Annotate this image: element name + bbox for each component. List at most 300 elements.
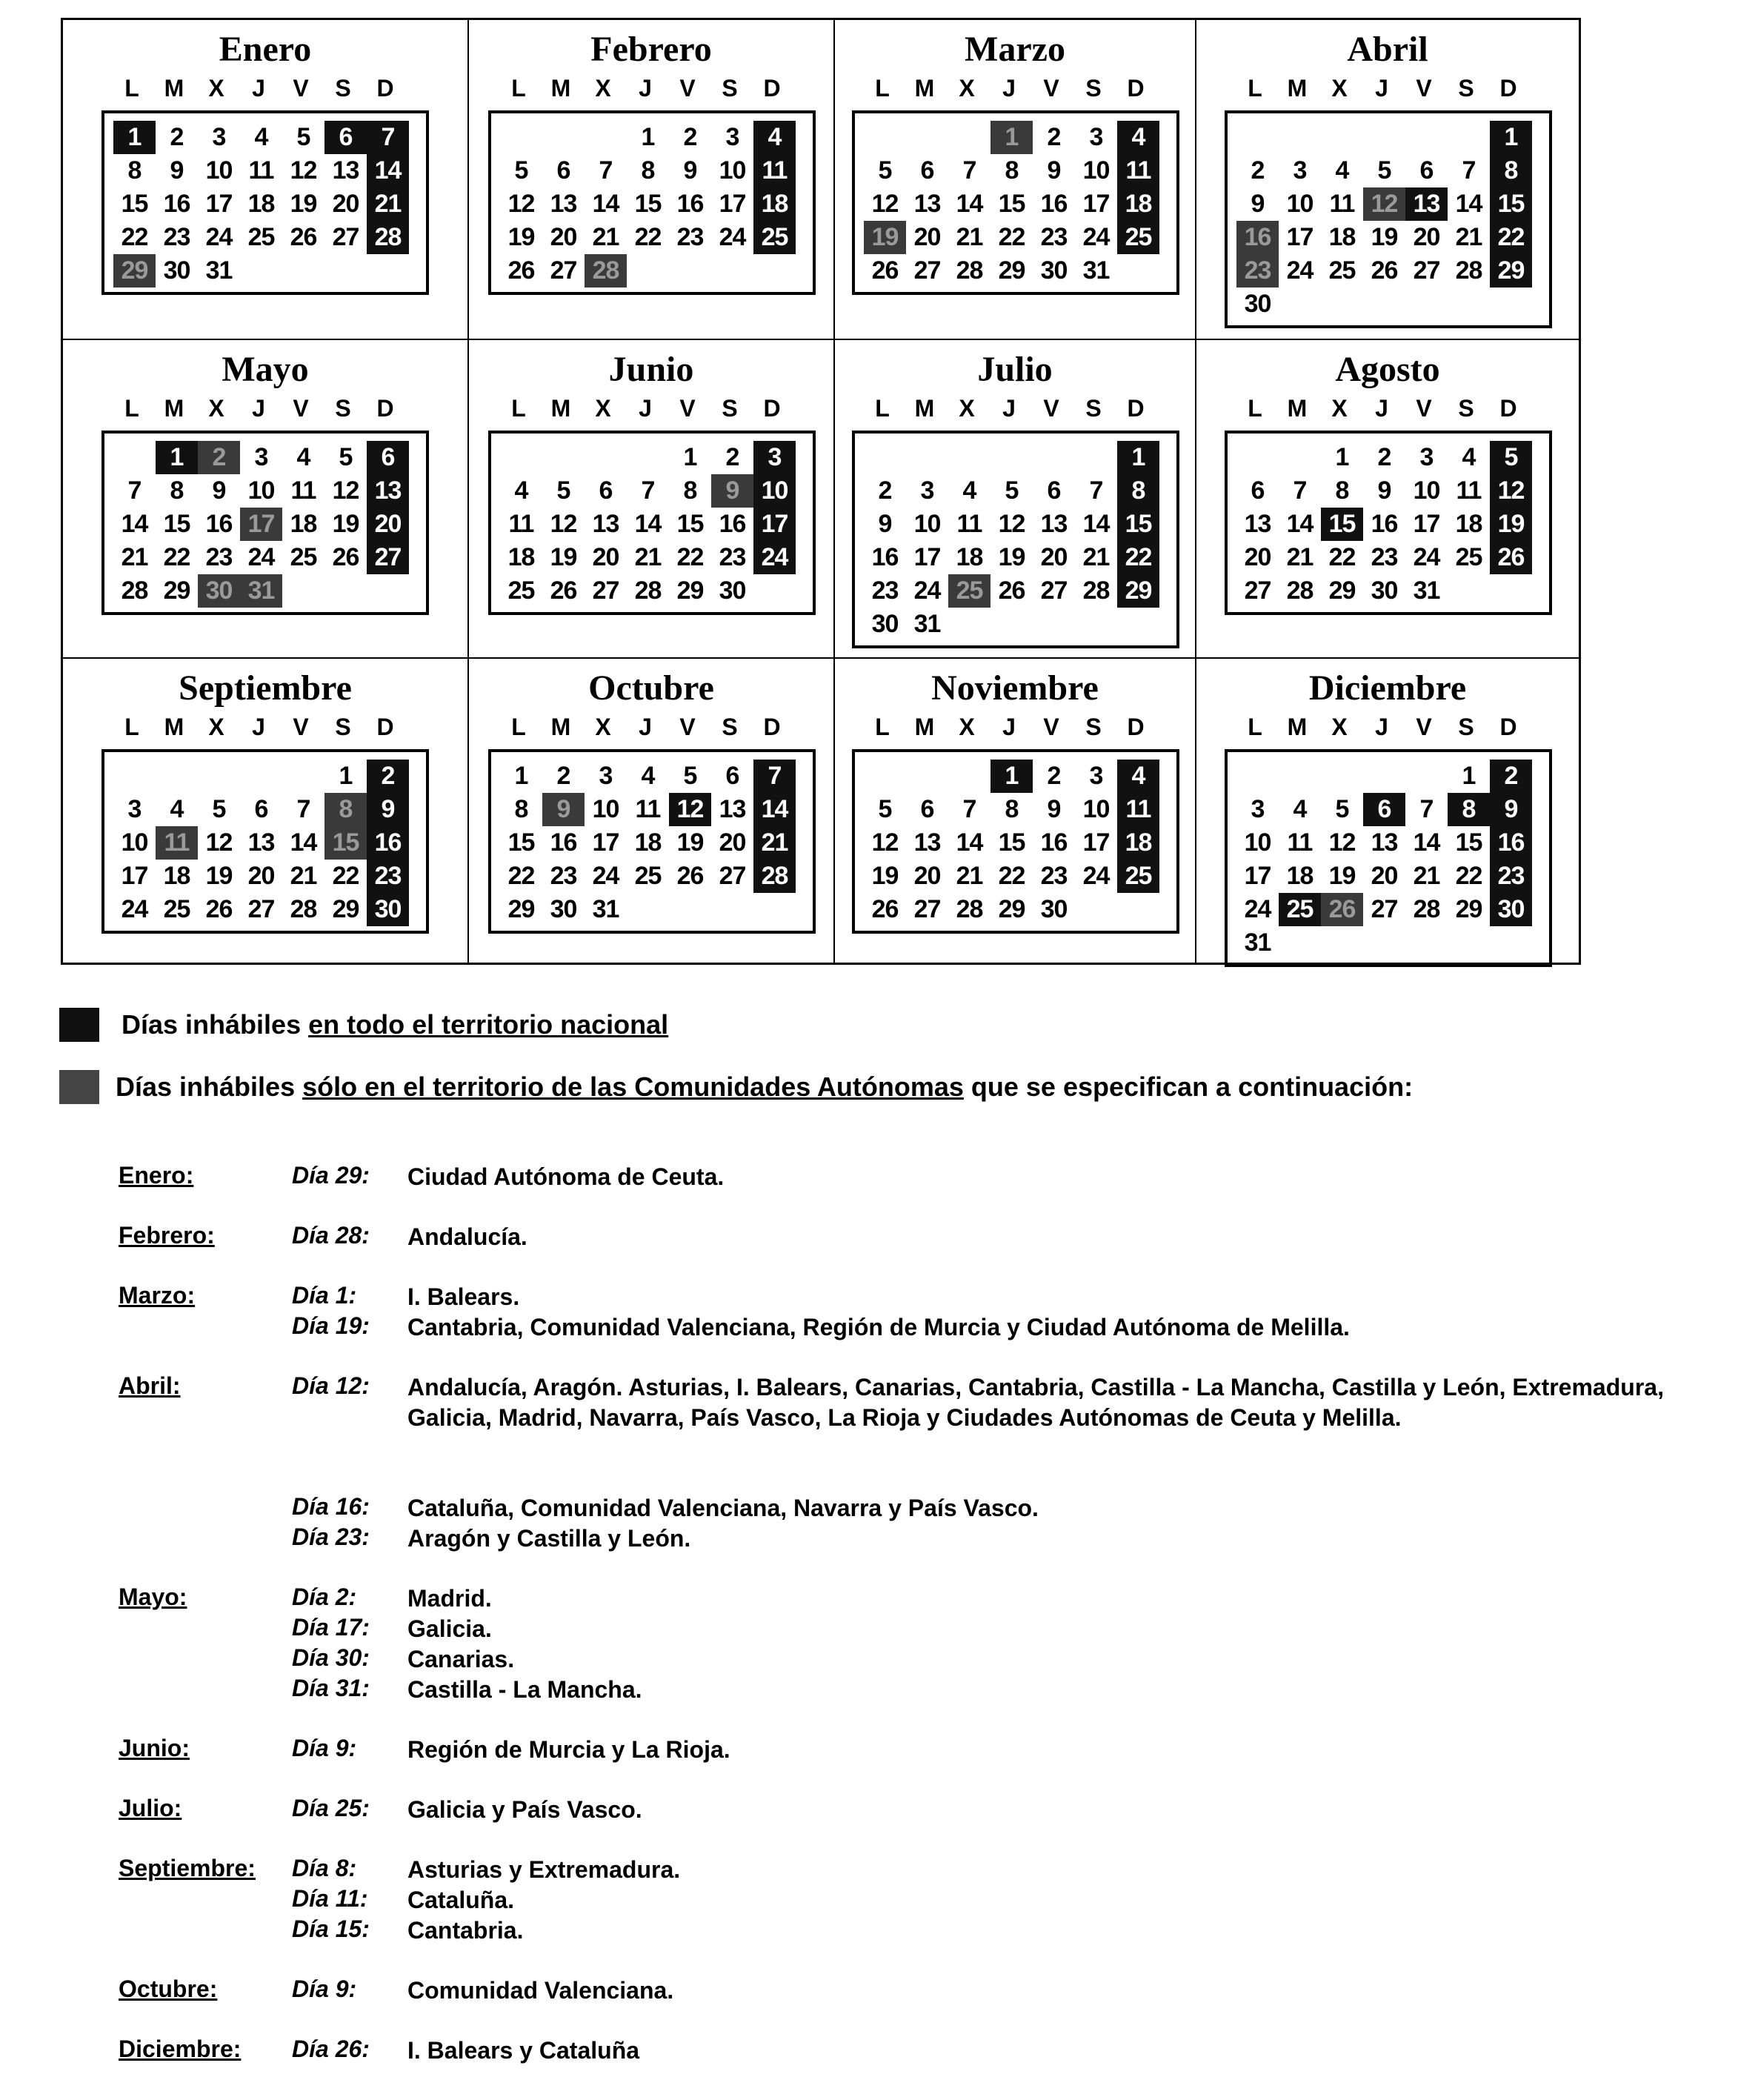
holiday-day: Día 31: — [292, 1675, 370, 1701]
holiday-day: Día 30: — [292, 1644, 370, 1671]
day-cell: 8 — [641, 156, 655, 185]
weekday-header — [1225, 395, 1552, 422]
day-cell: 18 — [1455, 510, 1482, 538]
day-cell: 6 — [367, 441, 409, 474]
day-cell: 14 — [634, 510, 662, 538]
day-cell: 9 — [212, 476, 226, 505]
day-cell: 17 — [1082, 828, 1110, 857]
day-cell: 11 — [1287, 828, 1313, 857]
day-cell: 14 — [290, 828, 317, 857]
day-cell: 30 — [871, 610, 899, 638]
weekday-header — [101, 395, 429, 422]
day-cell: 16 — [205, 510, 233, 538]
day-cell: 18 — [507, 543, 535, 571]
day-cell: 15 — [163, 510, 190, 538]
holiday-regions: Cataluña. — [407, 1887, 515, 1913]
day-cell: 3 — [254, 443, 268, 471]
day-cell: 10 — [1082, 795, 1110, 823]
day-cell: 31 — [240, 574, 282, 608]
weekday-label: M — [914, 75, 935, 102]
weekday-label: X — [1331, 75, 1348, 102]
day-cell: 17 — [121, 862, 148, 890]
day-cell: 12 — [998, 510, 1025, 538]
day-cell: 11 — [956, 510, 982, 538]
day-cell: 8 — [1448, 793, 1490, 826]
weekday-label: D — [1499, 75, 1517, 102]
day-cell: 18 — [163, 862, 190, 890]
weekday-label: S — [1458, 714, 1474, 740]
month-days-box — [1225, 749, 1552, 967]
day-cell: 15 — [676, 510, 704, 538]
day-cell: 29 — [1490, 254, 1532, 288]
day-cell: 1 — [683, 443, 697, 471]
day-cell: 3 — [127, 795, 141, 823]
day-cell: 28 — [753, 860, 796, 893]
day-cell: 11 — [290, 476, 316, 505]
day-cell: 22 — [163, 543, 190, 571]
weekday-label: D — [1127, 75, 1145, 102]
weekday-label: J — [1002, 75, 1016, 102]
day-cell: 10 — [1286, 190, 1314, 218]
day-cell: 22 — [998, 223, 1025, 251]
day-cell: 18 — [290, 510, 317, 538]
weekday-label: V — [1416, 75, 1432, 102]
weekday-header — [488, 395, 816, 422]
day-cell: 28 — [585, 254, 627, 288]
weekday-header — [852, 395, 1179, 422]
day-cell: 24 — [1244, 895, 1271, 923]
day-cell: 24 — [247, 543, 275, 571]
day-cell: 29 — [113, 254, 156, 288]
weekday-label: L — [875, 75, 890, 102]
weekday-label: M — [164, 714, 184, 740]
holiday-group — [119, 2036, 1711, 2066]
weekday-label: S — [1458, 75, 1474, 102]
weekday-header — [101, 714, 429, 740]
holiday-group — [119, 1372, 1711, 1554]
weekday-label: J — [639, 714, 652, 740]
day-cell: 15 — [1321, 508, 1363, 541]
holiday-entry — [119, 1312, 1711, 1343]
day-cell: 17 — [1286, 223, 1314, 251]
day-cell: 15 — [1490, 187, 1532, 221]
month-name: Febrero — [590, 30, 712, 69]
day-cell: 9 — [170, 156, 184, 185]
weekday-header — [488, 714, 816, 740]
month-enero — [63, 20, 467, 339]
day-cell: 23 — [1040, 223, 1068, 251]
day-cell: 24 — [592, 862, 619, 890]
day-cell: 20 — [913, 223, 941, 251]
day-cell: 14 — [1082, 510, 1110, 538]
day-cell: 8 — [324, 793, 367, 826]
day-cell: 18 — [753, 187, 796, 221]
day-cell: 10 — [1244, 828, 1271, 857]
holiday-day: Día 9: — [292, 1976, 357, 2002]
day-cell: 18 — [1286, 862, 1314, 890]
month-name: Mayo — [222, 350, 309, 389]
day-cell: 22 — [634, 223, 662, 251]
day-cell: 16 — [871, 543, 899, 571]
day-cell: 27 — [367, 541, 409, 574]
day-cell: 16 — [1040, 190, 1068, 218]
day-cell: 31 — [205, 256, 233, 285]
month-days-box — [488, 749, 816, 934]
day-cell: 8 — [127, 156, 141, 185]
day-cell: 30 — [198, 574, 240, 608]
weekday-label: X — [595, 714, 611, 740]
day-cell: 28 — [956, 256, 983, 285]
day-cell: 6 — [324, 121, 367, 154]
holiday-day: Día 29: — [292, 1162, 370, 1189]
day-cell: 9 — [1251, 190, 1265, 218]
holiday-entry — [119, 1282, 1711, 1312]
day-cell: 15 — [634, 190, 662, 218]
day-cell: 28 — [634, 576, 662, 605]
holiday-month: Junio: — [119, 1735, 190, 1761]
holiday-entry — [119, 1614, 1711, 1644]
weekday-header — [101, 75, 429, 102]
day-cell: 12 — [550, 510, 577, 538]
day-cell: 17 — [1413, 510, 1440, 538]
day-cell: 4 — [1117, 760, 1159, 793]
day-cell: 31 — [913, 610, 941, 638]
weekday-label: M — [550, 75, 571, 102]
weekday-label: L — [511, 714, 526, 740]
month-days-box — [488, 431, 816, 615]
day-cell: 17 — [592, 828, 619, 857]
day-cell: 7 — [1293, 476, 1307, 505]
holiday-entry — [119, 1915, 1711, 1946]
day-cell: 19 — [871, 862, 899, 890]
day-cell: 3 — [1089, 762, 1103, 790]
weekday-label: L — [1248, 395, 1262, 422]
day-cell: 28 — [1413, 895, 1440, 923]
weekday-label: J — [252, 75, 265, 102]
holiday-regions: Canarias. — [407, 1646, 515, 1672]
day-cell: 19 — [1371, 223, 1398, 251]
day-cell: 6 — [725, 762, 739, 790]
day-cell: 10 — [753, 474, 796, 508]
holiday-group — [119, 1735, 1711, 1765]
legend-national-text: Días inhábiles en todo el territorio nacional — [121, 1009, 669, 1040]
weekday-label: X — [595, 75, 611, 102]
day-cell: 29 — [1117, 574, 1159, 608]
day-cell: 27 — [1040, 576, 1068, 605]
month-octubre — [467, 657, 833, 963]
weekday-label: J — [639, 75, 652, 102]
holiday-day: Día 11: — [292, 1885, 368, 1912]
day-cell: 4 — [1335, 156, 1349, 185]
holiday-regions: Galicia y País Vasco. — [407, 1796, 642, 1823]
month-agosto — [1195, 339, 1579, 657]
day-cell: 22 — [676, 543, 704, 571]
day-cell: 24 — [205, 223, 233, 251]
regional-holiday-list — [119, 1162, 1711, 2096]
day-cell: 25 — [753, 221, 796, 254]
day-cell: 1 — [1490, 121, 1532, 154]
day-cell: 15 — [324, 826, 367, 860]
day-cell: 24 — [1082, 223, 1110, 251]
day-cell: 21 — [956, 862, 983, 890]
day-cell: 20 — [592, 543, 619, 571]
month-julio — [833, 339, 1195, 657]
day-cell: 14 — [956, 190, 983, 218]
day-cell: 5 — [878, 156, 892, 185]
weekday-label: L — [124, 395, 139, 422]
weekday-header — [488, 75, 816, 102]
day-cell: 14 — [1455, 190, 1482, 218]
day-cell: 22 — [1490, 221, 1532, 254]
day-cell: 5 — [1005, 476, 1019, 505]
holiday-day: Día 25: — [292, 1795, 370, 1821]
weekday-label: M — [164, 75, 184, 102]
day-cell: 23 — [1236, 254, 1279, 288]
month-name: Diciembre — [1308, 668, 1467, 708]
day-cell: 3 — [1251, 795, 1265, 823]
month-days-box — [488, 110, 816, 295]
national-swatch — [59, 1008, 99, 1042]
weekday-label: D — [376, 395, 394, 422]
month-days-box — [101, 431, 429, 615]
day-cell: 1 — [990, 121, 1033, 154]
day-cell: 24 — [1082, 862, 1110, 890]
day-cell: 5 — [296, 123, 310, 151]
holiday-group — [119, 1795, 1711, 1825]
day-cell: 3 — [212, 123, 226, 151]
weekday-label: J — [252, 395, 265, 422]
holiday-entry — [119, 1855, 1711, 1885]
weekday-label: S — [1085, 75, 1102, 102]
day-cell: 27 — [550, 256, 577, 285]
weekday-label: S — [722, 395, 738, 422]
day-cell: 25 — [1117, 860, 1159, 893]
weekday-label: V — [1043, 395, 1059, 422]
day-cell: 7 — [296, 795, 310, 823]
day-cell: 19 — [332, 510, 359, 538]
day-cell: 11 — [156, 826, 198, 860]
weekday-label: V — [679, 714, 696, 740]
holiday-entry — [119, 1675, 1711, 1705]
month-name: Septiembre — [179, 668, 352, 708]
day-cell: 11 — [1329, 190, 1355, 218]
day-cell: 26 — [1490, 541, 1532, 574]
weekday-label: L — [1248, 714, 1262, 740]
day-cell: 4 — [753, 121, 796, 154]
month-days-box — [1225, 110, 1552, 328]
weekday-label: J — [1002, 395, 1016, 422]
day-cell: 19 — [1328, 862, 1356, 890]
day-cell: 8 — [1005, 156, 1019, 185]
day-cell: 14 — [956, 828, 983, 857]
day-cell: 21 — [367, 187, 409, 221]
holiday-regions: I. Balears. — [407, 1283, 520, 1310]
day-cell: 3 — [599, 762, 613, 790]
holiday-month: Febrero: — [119, 1222, 215, 1249]
day-cell: 19 — [507, 223, 535, 251]
day-cell: 5 — [556, 476, 570, 505]
day-cell: 14 — [753, 793, 796, 826]
day-cell: 13 — [1040, 510, 1068, 538]
weekday-label: J — [1375, 714, 1388, 740]
day-cell: 9 — [711, 474, 753, 508]
day-cell: 16 — [163, 190, 190, 218]
day-cell: 13 — [719, 795, 746, 823]
month-name: Agosto — [1335, 350, 1440, 389]
day-cell: 21 — [753, 826, 796, 860]
holiday-entry — [119, 1372, 1711, 1463]
day-cell: 26 — [205, 895, 233, 923]
day-cell: 22 — [507, 862, 535, 890]
day-cell: 29 — [998, 256, 1025, 285]
weekday-label: D — [763, 75, 781, 102]
day-cell: 14 — [367, 154, 409, 187]
weekday-label: S — [1085, 714, 1102, 740]
day-cell: 6 — [1047, 476, 1061, 505]
day-cell: 7 — [641, 476, 655, 505]
day-cell: 19 — [550, 543, 577, 571]
day-cell: 6 — [1419, 156, 1434, 185]
day-cell: 26 — [676, 862, 704, 890]
day-cell: 1 — [156, 441, 198, 474]
weekday-label: V — [1416, 714, 1432, 740]
day-cell: 11 — [1117, 154, 1159, 187]
day-cell: 5 — [1335, 795, 1349, 823]
weekday-label: J — [1002, 714, 1016, 740]
day-cell: 29 — [1455, 895, 1482, 923]
weekday-label: S — [1085, 395, 1102, 422]
day-cell: 25 — [290, 543, 317, 571]
holiday-day: Día 8: — [292, 1855, 357, 1881]
day-cell: 16 — [719, 510, 746, 538]
day-cell: 9 — [1490, 793, 1532, 826]
month-diciembre — [1195, 657, 1579, 963]
weekday-label: D — [1127, 714, 1145, 740]
day-cell: 26 — [871, 895, 899, 923]
holiday-group — [119, 1162, 1711, 1192]
month-days-box — [852, 431, 1179, 648]
holiday-entry — [119, 1524, 1711, 1554]
day-cell: 24 — [1286, 256, 1314, 285]
weekday-label: J — [252, 714, 265, 740]
day-cell: 20 — [913, 862, 941, 890]
weekday-label: X — [959, 714, 975, 740]
holiday-regions: Andalucía, Aragón. Asturias, I. Balears, Canarias, Cantabria, Castilla - La Mancha, Castilla y León, Extremadura, Galicia, Madrid, Navarra, País Vasco, La Rioja y Ciudades Autónomas de Ceuta y Melilla. — [407, 1374, 1664, 1431]
day-cell: 29 — [163, 576, 190, 605]
day-cell: 2 — [556, 762, 570, 790]
day-cell: 16 — [367, 826, 409, 860]
day-cell: 2 — [198, 441, 240, 474]
holiday-group — [119, 1855, 1711, 1946]
day-cell: 15 — [998, 190, 1025, 218]
day-cell: 13 — [550, 190, 577, 218]
day-cell: 9 — [1047, 795, 1061, 823]
holiday-day: Día 23: — [292, 1524, 370, 1550]
month-name: Marzo — [965, 30, 1065, 69]
day-cell: 6 — [599, 476, 613, 505]
day-cell: 1 — [113, 121, 156, 154]
weekday-label: L — [875, 395, 890, 422]
day-cell: 30 — [1040, 256, 1068, 285]
day-cell: 6 — [1363, 793, 1405, 826]
day-cell: 29 — [507, 895, 535, 923]
day-cell: 13 — [247, 828, 275, 857]
holiday-day: Día 2: — [292, 1584, 357, 1610]
day-cell: 7 — [962, 156, 976, 185]
day-cell: 1 — [1462, 762, 1476, 790]
day-cell: 22 — [1117, 541, 1159, 574]
day-cell: 11 — [1117, 793, 1159, 826]
day-cell: 12 — [871, 828, 899, 857]
holiday-month: Mayo: — [119, 1584, 187, 1610]
day-cell: 6 — [1251, 476, 1265, 505]
day-cell: 4 — [641, 762, 655, 790]
month-abril — [1195, 20, 1579, 339]
weekday-label: D — [1499, 395, 1517, 422]
day-cell: 9 — [878, 510, 892, 538]
holiday-regions: Madrid. — [407, 1585, 492, 1612]
day-cell: 25 — [507, 576, 535, 605]
holiday-day: Día 16: — [292, 1493, 370, 1520]
day-cell: 24 — [121, 895, 148, 923]
day-cell: 23 — [676, 223, 704, 251]
day-cell: 20 — [332, 190, 359, 218]
day-cell: 14 — [1286, 510, 1314, 538]
holiday-month: Julio: — [119, 1795, 182, 1821]
day-cell: 5 — [683, 762, 697, 790]
weekday-label: M — [914, 714, 935, 740]
day-cell: 10 — [913, 510, 941, 538]
day-cell: 16 — [1490, 826, 1532, 860]
day-cell: 31 — [1082, 256, 1110, 285]
weekday-label: X — [959, 395, 975, 422]
day-cell: 22 — [998, 862, 1025, 890]
holiday-day: Día 15: — [292, 1915, 370, 1942]
day-cell: 9 — [1047, 156, 1061, 185]
weekday-label: V — [293, 714, 309, 740]
day-cell: 28 — [956, 895, 983, 923]
weekday-label: S — [722, 714, 738, 740]
weekday-label: D — [763, 714, 781, 740]
day-cell: 4 — [1117, 121, 1159, 154]
day-cell: 29 — [1328, 576, 1356, 605]
day-cell: 30 — [1371, 576, 1398, 605]
day-cell: 17 — [719, 190, 746, 218]
day-cell: 20 — [550, 223, 577, 251]
weekday-label: D — [1127, 395, 1145, 422]
day-cell: 27 — [1371, 895, 1398, 923]
holiday-regions: Comunidad Valenciana. — [407, 1977, 674, 2004]
weekday-header — [1225, 714, 1552, 740]
day-cell: 16 — [550, 828, 577, 857]
day-cell: 19 — [205, 862, 233, 890]
day-cell: 20 — [247, 862, 275, 890]
day-cell: 4 — [1293, 795, 1307, 823]
day-cell: 10 — [247, 476, 275, 505]
weekday-label: M — [914, 395, 935, 422]
day-cell: 8 — [1490, 154, 1532, 187]
day-cell: 4 — [170, 795, 184, 823]
day-cell: 23 — [163, 223, 190, 251]
holiday-entry — [119, 1976, 1711, 2006]
holiday-entry — [119, 1644, 1711, 1675]
weekday-label: S — [722, 75, 738, 102]
day-cell: 31 — [592, 895, 619, 923]
month-days-box — [852, 110, 1179, 295]
day-cell: 26 — [290, 223, 317, 251]
day-cell: 23 — [1371, 543, 1398, 571]
day-cell: 12 — [332, 476, 359, 505]
